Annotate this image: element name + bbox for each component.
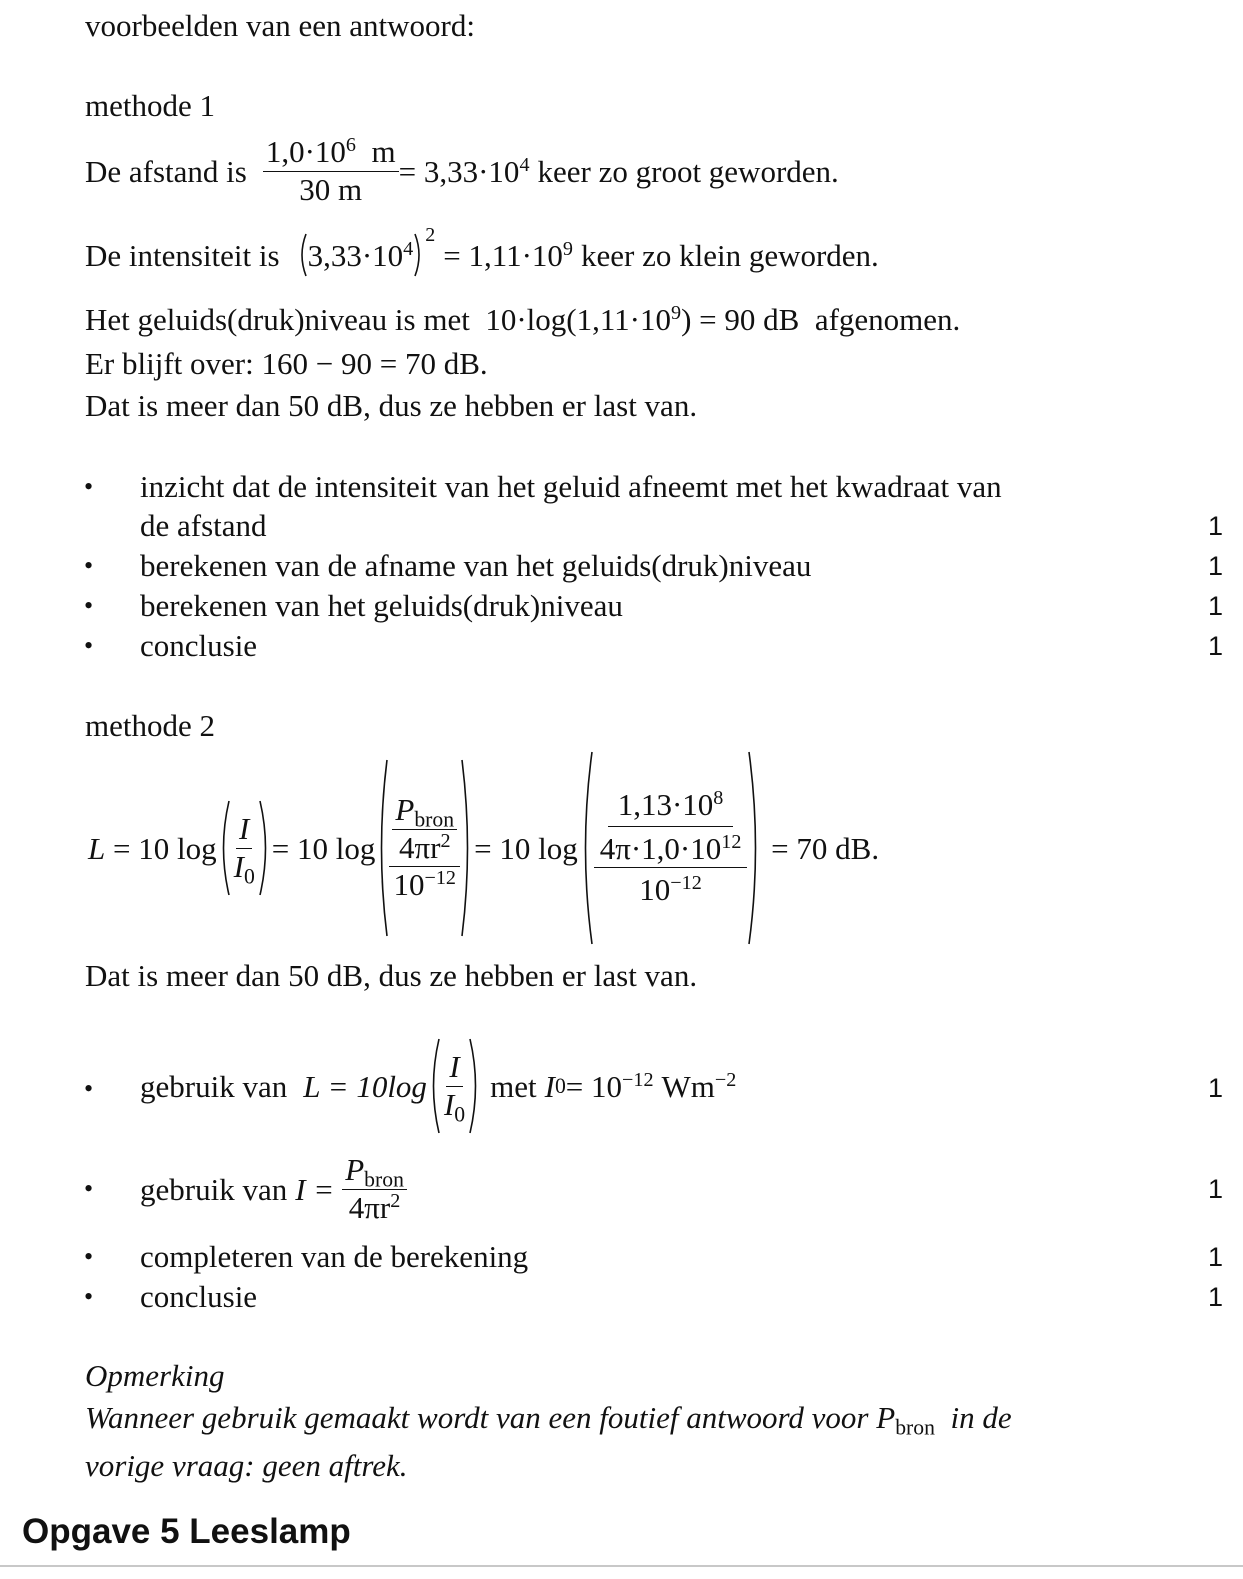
criterion-points: 1 <box>1208 1073 1224 1103</box>
criterion-text: conclusie <box>140 628 258 663</box>
method-1-line-4 <box>85 348 488 379</box>
bullet-marker: • <box>84 1242 94 1271</box>
remark-title: Opmerking <box>85 1358 225 1393</box>
bullet-marker: • <box>84 551 94 580</box>
intensity-formula: I = <box>295 1171 335 1207</box>
left-paren <box>578 750 594 946</box>
criterion-text: inzicht dat de intensiteit van het geluid afneemt met het kwadraat van <box>140 469 1002 504</box>
outer-exponent: 2 <box>425 224 436 246</box>
level-symbol: L <box>88 830 106 866</box>
criterion-points: 1 <box>1208 1242 1224 1272</box>
bullet-marker: • <box>84 472 94 501</box>
reference-intensity-symbol: I <box>544 1068 555 1104</box>
left-paren <box>427 1037 441 1135</box>
bullet-marker: • <box>84 591 94 620</box>
method-1-line-2 <box>85 224 879 278</box>
left-paren <box>217 799 231 897</box>
level-formula: L = 10log <box>303 1068 427 1104</box>
numeric-inner-fraction: $\frac{1,13\cdot 10^8}{4\pi\cdot 1,0\cdot 10^{12}}$ <box>599 787 742 866</box>
equals-log: = 10 log <box>474 830 578 866</box>
criterion-points: 1 <box>1208 1282 1224 1312</box>
distance-text: De afstand is <box>85 153 247 189</box>
equals-log: = 10 log <box>113 830 217 866</box>
remark-line-2: vorige vraag: geen aftrek. <box>85 1448 408 1483</box>
intensity-ratio: = $1,11\cdot 10^9$ <box>443 237 573 273</box>
power-per-area-fraction: $\frac{P_{bron}}{4\pi r^2}$ <box>342 1154 407 1224</box>
power-symbol: P <box>876 1400 896 1435</box>
criterion-text: berekenen van het geluids(druk)niveau <box>140 588 623 623</box>
level-calc: $10\cdot\log(1,11\cdot 10^9) = 90$ dB <box>485 301 800 337</box>
method-1-label: methode 1 <box>85 88 215 123</box>
bullet-marker: • <box>84 1174 94 1203</box>
criterion-points: 1 <box>1208 591 1224 621</box>
bullet-marker: • <box>84 1282 94 1311</box>
distance-post-text: keer zo groot geworden. <box>537 153 839 189</box>
fraction-numerator: 1,0·10 <box>265 134 346 169</box>
method-2-conclusion: Dat is meer dan 50 dB, dus ze hebben er last van. <box>85 958 698 993</box>
intensity-ratio-fraction: $\frac{I}{I_0}$ <box>443 1048 466 1126</box>
criterion-points: 1 <box>1208 551 1224 581</box>
method-1-line-1 <box>85 133 839 207</box>
equals-log: = 10 log <box>271 830 376 866</box>
right-paren <box>258 799 272 897</box>
reference-intensity-symbol: I <box>233 848 244 884</box>
criterion-text: berekenen van de afname van het geluids(druk)niveau <box>140 548 812 583</box>
equation-result: = 70 dB. <box>771 830 880 866</box>
level-text: Het geluids(druk)niveau is met <box>85 302 470 337</box>
intro-text: voorbeelden van een antwoord: <box>85 8 475 43</box>
section-heading: Opgave 5 Leeslamp <box>22 1512 351 1551</box>
criterion-text-continued: de afstand <box>140 508 267 543</box>
remaining-calc: 160 − 90 = 70 dB. <box>261 346 488 381</box>
left-paren <box>375 758 389 938</box>
distance-ratio: = $3,33\cdot 10^4$ <box>398 153 530 189</box>
intensity-text: De intensiteit is <box>85 237 280 273</box>
right-paren <box>747 750 763 946</box>
bullet-marker: • <box>84 1074 94 1103</box>
method-1-conclusion: Dat is meer dan 50 dB, dus ze hebben er last van. <box>85 388 698 423</box>
right-paren <box>460 758 474 938</box>
criterion-points: 1 <box>1208 631 1224 661</box>
method-1-line-3 <box>85 301 961 337</box>
criterion-points: 1 <box>1208 1174 1224 1204</box>
unit: $Wm^{-2}$ <box>661 1068 737 1104</box>
intensity-post-text: keer zo klein geworden. <box>580 237 879 273</box>
intensity-ratio-fraction: $\frac{I}{I_0}$ <box>233 810 255 888</box>
level-post-text: afgenomen. <box>814 302 961 337</box>
power-over-reference-fraction: $\frac{\frac{P_{bron}}{4\pi r^2}}{10^{-12}}$ <box>389 794 460 902</box>
right-paren <box>413 232 425 278</box>
remark-line-1: Wanneer gebruik gemaakt wordt van een foutief antwoord voor $P_{bron}$ in de <box>85 1400 1012 1440</box>
criterion-text: gebruik van I = $\frac{P_{bron}}{4\pi r^2}$ <box>140 1146 407 1232</box>
power-per-area-fraction: $\frac{P_{bron}}{4\pi r^2}$ <box>392 794 457 864</box>
power-symbol: P <box>395 792 415 828</box>
method-2-equation <box>88 750 879 946</box>
intensity-base: $3,33\cdot 10^4$ <box>307 237 414 273</box>
numeric-fraction: $\frac{\frac{1,13\cdot 10^8}{4\pi\cdot 1,0\cdot 10^{12}}}{10^{-12}}$ <box>594 789 748 907</box>
distance-fraction <box>263 133 399 207</box>
criterion-points: 1 <box>1208 511 1224 541</box>
remaining-text: Er blijft over: <box>85 346 254 381</box>
fraction-denominator: 30 m <box>299 171 363 207</box>
criterion-text: gebruik van L = 10log $\frac{I}{I_0}$ met I 0 = $10^{-12}$ $Wm^{-2}$ <box>140 1036 736 1136</box>
numerator-unit: m <box>371 134 396 169</box>
criterion-text: completeren van de berekening <box>140 1239 529 1274</box>
method-2-label: methode 2 <box>85 708 215 743</box>
right-paren <box>468 1037 482 1135</box>
left-paren <box>296 232 308 278</box>
bullet-marker: • <box>84 631 94 660</box>
criterion-text: conclusie <box>140 1279 258 1314</box>
page-bottom-rule <box>0 1565 1243 1567</box>
intensity-symbol: I <box>236 813 252 849</box>
reference-intensity-value: = $10^{-12}$ <box>565 1068 654 1104</box>
numerator-exponent: 6 <box>345 133 356 156</box>
